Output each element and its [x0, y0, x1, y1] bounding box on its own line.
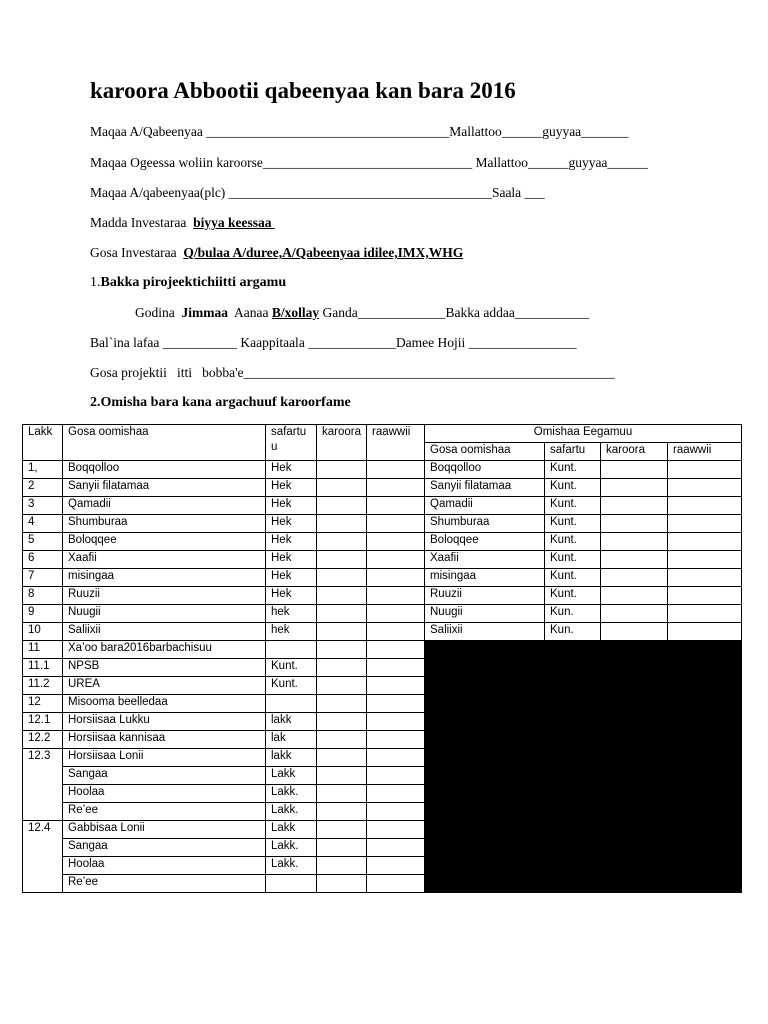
row-number: 2 [23, 479, 63, 497]
expert-name-blank: _______________________________ [262, 155, 473, 170]
project-type-line [90, 365, 615, 381]
section-1-number: 1. [90, 275, 101, 290]
expected-achievement-cell [668, 551, 742, 569]
unit: Lakk. [266, 785, 317, 803]
unit: Kunt. [266, 659, 317, 677]
zone-label: Godina [135, 305, 182, 320]
unit: Lakk [266, 767, 317, 785]
specific-place-label: Bakka addaa [445, 305, 515, 320]
achievement-cell [367, 641, 425, 659]
expected-unit: Kunt. [545, 461, 601, 479]
achievement-cell [367, 551, 425, 569]
achievement-cell [367, 839, 425, 857]
unit: Lakk [266, 821, 317, 839]
table-row [23, 641, 742, 659]
plan-cell [317, 587, 367, 605]
expected-achievement-cell [668, 515, 742, 533]
row-number [23, 785, 63, 803]
achievement-cell [367, 497, 425, 515]
table-row [23, 605, 742, 623]
product-type: Shumburaa [63, 515, 266, 533]
row-number: 12.4 [23, 821, 63, 839]
plan-cell [317, 569, 367, 587]
land-capital-line [90, 335, 577, 351]
district-value: B/xollay [271, 305, 320, 320]
product-type: Xa’oo bara2016barbachisuu [63, 641, 266, 659]
row-number: 12.1 [23, 713, 63, 731]
achievement-cell [367, 695, 425, 713]
header-gosa: Gosa oomishaa [63, 425, 266, 461]
unit [266, 875, 317, 893]
table-row [23, 479, 742, 497]
row-number: 4 [23, 515, 63, 533]
unit: Lakk. [266, 857, 317, 875]
expected-achievement-cell [668, 605, 742, 623]
achievement-cell [367, 479, 425, 497]
row-number: 5 [23, 533, 63, 551]
product-type: Re’ee [63, 875, 266, 893]
header-lakk: Lakk [23, 425, 63, 461]
plc-name-blank: _______________________________________ [228, 185, 492, 200]
unit: Kunt. [266, 677, 317, 695]
header-right-raawwii: raawwii [668, 443, 742, 461]
plan-cell [317, 677, 367, 695]
expected-plan-cell [601, 623, 668, 641]
unit: Lakk. [266, 803, 317, 821]
table-row [23, 515, 742, 533]
plan-cell [317, 551, 367, 569]
plan-cell [317, 731, 367, 749]
plan-cell [317, 479, 367, 497]
achievement-cell [367, 623, 425, 641]
expected-unit: Kunt. [545, 551, 601, 569]
redacted-block-top [425, 641, 742, 695]
achievement-cell [367, 785, 425, 803]
row-number: 10 [23, 623, 63, 641]
row-number: 3 [23, 497, 63, 515]
header-right-karoora: karoora [601, 443, 668, 461]
section-1-heading [90, 275, 286, 291]
expected-unit: Kunt. [545, 515, 601, 533]
unit: hek [266, 623, 317, 641]
row-number: 12.3 [23, 749, 63, 767]
expected-plan-cell [601, 479, 668, 497]
product-type: Sangaa [63, 839, 266, 857]
product-type: Re’ee [63, 803, 266, 821]
plan-cell [317, 749, 367, 767]
row-number [23, 839, 63, 857]
unit [266, 641, 317, 659]
row-number: 6 [23, 551, 63, 569]
expected-unit: Kun. [545, 605, 601, 623]
investor-type-value: Q/bulaa A/duree,A/Qabeenyaa idilee,IMX,WHG [183, 245, 464, 260]
work-sector-blank: ________________ [468, 335, 577, 350]
expected-plan-cell [601, 533, 668, 551]
row-number [23, 857, 63, 875]
product-type: Boqqolloo [63, 461, 266, 479]
product-type: Gabbisaa Lonii [63, 821, 266, 839]
achievement-cell [367, 677, 425, 695]
expected-achievement-cell [668, 623, 742, 641]
plan-cell [317, 695, 367, 713]
expected-achievement-cell [668, 461, 742, 479]
investor-source-line [90, 215, 275, 231]
achievement-cell [367, 767, 425, 785]
product-type: Horsiisaa Lonii [63, 749, 266, 767]
expected-product-type: misingaa [425, 569, 545, 587]
row-number: 9 [23, 605, 63, 623]
table-row [23, 695, 742, 713]
product-type: Boloqqee [63, 533, 266, 551]
row-number [23, 875, 63, 893]
zone-value: Jimmaa [181, 305, 228, 320]
expected-product-type: Qamadii [425, 497, 545, 515]
table-row [23, 551, 742, 569]
unit: lakk [266, 713, 317, 731]
product-type: Horsiisaa kannisaa [63, 731, 266, 749]
capital-label: Kaappitaala [236, 335, 309, 350]
unit: Hek [266, 479, 317, 497]
table-row [23, 497, 742, 515]
location-line [135, 305, 589, 321]
unit: Hek [266, 461, 317, 479]
unit [266, 695, 317, 713]
header-karoora: karoora [317, 425, 367, 461]
row-number: 12 [23, 695, 63, 713]
kebele-blank: _____________ [357, 305, 446, 320]
owner-name-blank: ____________________________________ [206, 124, 450, 139]
expected-unit: Kunt. [545, 497, 601, 515]
investor-type-label: Gosa Investaraa [90, 245, 184, 260]
expected-plan-cell [601, 515, 668, 533]
product-type: UREA [63, 677, 266, 695]
table-row [23, 533, 742, 551]
plan-cell [317, 623, 367, 641]
expected-achievement-cell [668, 569, 742, 587]
expert-name-line [90, 155, 648, 171]
expected-product-type: Nuugii [425, 605, 545, 623]
header-raawwii: raawwii [367, 425, 425, 461]
product-type: Horsiisaa Lukku [63, 713, 266, 731]
expected-plan-cell [601, 587, 668, 605]
product-type: Hoolaa [63, 857, 266, 875]
achievement-cell [367, 533, 425, 551]
unit: Hek [266, 587, 317, 605]
achievement-cell [367, 749, 425, 767]
owner-signature-date: Mallattoo______guyyaa_______ [449, 124, 629, 139]
expected-unit: Kun. [545, 623, 601, 641]
row-number [23, 803, 63, 821]
project-type-label: Gosa projektii itti bobba'e [90, 365, 244, 380]
achievement-cell [367, 659, 425, 677]
expected-unit: Kunt. [545, 569, 601, 587]
work-sector-label: Damee Hojii [395, 335, 469, 350]
product-type: Misooma beelledaa [63, 695, 266, 713]
plan-cell [317, 605, 367, 623]
plc-name-line [90, 185, 545, 201]
unit: lakk [266, 749, 317, 767]
investor-type-line [90, 245, 463, 261]
plan-cell [317, 785, 367, 803]
production-plan-table [22, 424, 742, 893]
header-right-gosa: Gosa oomishaa [425, 443, 545, 461]
plan-cell [317, 821, 367, 839]
redacted-block-bottom [425, 695, 742, 893]
achievement-cell [367, 569, 425, 587]
document-title: karoora Abbootii qabeenyaa kan bara 2016 [90, 78, 516, 103]
header-omishaa-eegamuu: Omishaa Eegamuu [425, 425, 742, 443]
plan-cell [317, 533, 367, 551]
expected-unit: Kunt. [545, 587, 601, 605]
plc-name-label: Maqaa A/qabeenyaa(plc) [90, 185, 229, 200]
unit: Hek [266, 533, 317, 551]
plan-cell [317, 857, 367, 875]
header-safartuu: safartuu [266, 425, 317, 461]
achievement-cell [367, 857, 425, 875]
row-number [23, 767, 63, 785]
table-row [23, 461, 742, 479]
expected-product-type: Sanyii filatamaa [425, 479, 545, 497]
achievement-cell [367, 515, 425, 533]
expected-achievement-cell [668, 533, 742, 551]
owner-name-label: Maqaa A/Qabeenyaa [90, 124, 207, 139]
product-type: Ruuzii [63, 587, 266, 605]
plan-cell [317, 515, 367, 533]
plan-cell [317, 803, 367, 821]
expected-achievement-cell [668, 587, 742, 605]
row-number: 11.1 [23, 659, 63, 677]
achievement-cell [367, 605, 425, 623]
expected-plan-cell [601, 605, 668, 623]
expected-product-type: Boloqqee [425, 533, 545, 551]
plan-cell [317, 839, 367, 857]
project-type-blank: _______________________________________________________ [243, 365, 615, 380]
row-number: 8 [23, 587, 63, 605]
expected-product-type: Ruuzii [425, 587, 545, 605]
unit: Hek [266, 551, 317, 569]
unit: Hek [266, 497, 317, 515]
product-type: NPSB [63, 659, 266, 677]
specific-place-blank: ___________ [514, 305, 590, 320]
product-type: Sangaa [63, 767, 266, 785]
land-size-label: Bal`ina lafaa [90, 335, 163, 350]
unit: lak [266, 731, 317, 749]
gender-field: Saala ___ [491, 185, 545, 200]
header-row-1 [23, 425, 742, 443]
expert-name-label: Maqaa Ogeessa woliin karoorse [90, 155, 263, 170]
district-label: Aanaa [228, 305, 272, 320]
product-type: misingaa [63, 569, 266, 587]
plan-cell [317, 461, 367, 479]
product-type: Hoolaa [63, 785, 266, 803]
table-row [23, 623, 742, 641]
achievement-cell [367, 713, 425, 731]
plan-cell [317, 659, 367, 677]
row-number: 12.2 [23, 731, 63, 749]
product-type: Saliixii [63, 623, 266, 641]
section-2-heading: 2.Omisha bara kana argachuuf karoorfame [90, 395, 351, 410]
expected-product-type: Boqqolloo [425, 461, 545, 479]
row-number: 11.2 [23, 677, 63, 695]
section-1-title: Bakka pirojeektichiitti argamu [100, 275, 287, 290]
unit: hek [266, 605, 317, 623]
expected-product-type: Saliixii [425, 623, 545, 641]
achievement-cell [367, 731, 425, 749]
investor-source-label: Madda Investaraa [90, 215, 194, 230]
unit: Hek [266, 569, 317, 587]
capital-blank: _____________ [308, 335, 396, 350]
plan-cell [317, 767, 367, 785]
owner-name-line [90, 124, 628, 140]
product-type: Nuugii [63, 605, 266, 623]
table-row [23, 587, 742, 605]
investor-source-value: biyya keessaa [193, 215, 275, 230]
achievement-cell [367, 803, 425, 821]
unit: Hek [266, 515, 317, 533]
product-type: Qamadii [63, 497, 266, 515]
table-row [23, 569, 742, 587]
expected-unit: Kunt. [545, 479, 601, 497]
product-type: Xaafii [63, 551, 266, 569]
achievement-cell [367, 587, 425, 605]
unit: Lakk. [266, 839, 317, 857]
product-type: Sanyii filatamaa [63, 479, 266, 497]
row-number: 11 [23, 641, 63, 659]
row-number: 1, [23, 461, 63, 479]
expected-plan-cell [601, 461, 668, 479]
expected-achievement-cell [668, 479, 742, 497]
expected-product-type: Shumburaa [425, 515, 545, 533]
expected-product-type: Xaafii [425, 551, 545, 569]
plan-cell [317, 875, 367, 893]
expected-plan-cell [601, 569, 668, 587]
kebele-label: Ganda [319, 305, 358, 320]
expected-unit: Kunt. [545, 533, 601, 551]
row-number: 7 [23, 569, 63, 587]
land-size-blank: ___________ [162, 335, 237, 350]
achievement-cell [367, 461, 425, 479]
expected-achievement-cell [668, 497, 742, 515]
expected-plan-cell [601, 497, 668, 515]
header-right-safartu: safartu [545, 443, 601, 461]
expert-signature-date: Mallattoo______guyyaa______ [472, 155, 648, 170]
achievement-cell [367, 821, 425, 839]
plan-cell [317, 713, 367, 731]
achievement-cell [367, 875, 425, 893]
plan-cell [317, 497, 367, 515]
expected-plan-cell [601, 551, 668, 569]
plan-cell [317, 641, 367, 659]
